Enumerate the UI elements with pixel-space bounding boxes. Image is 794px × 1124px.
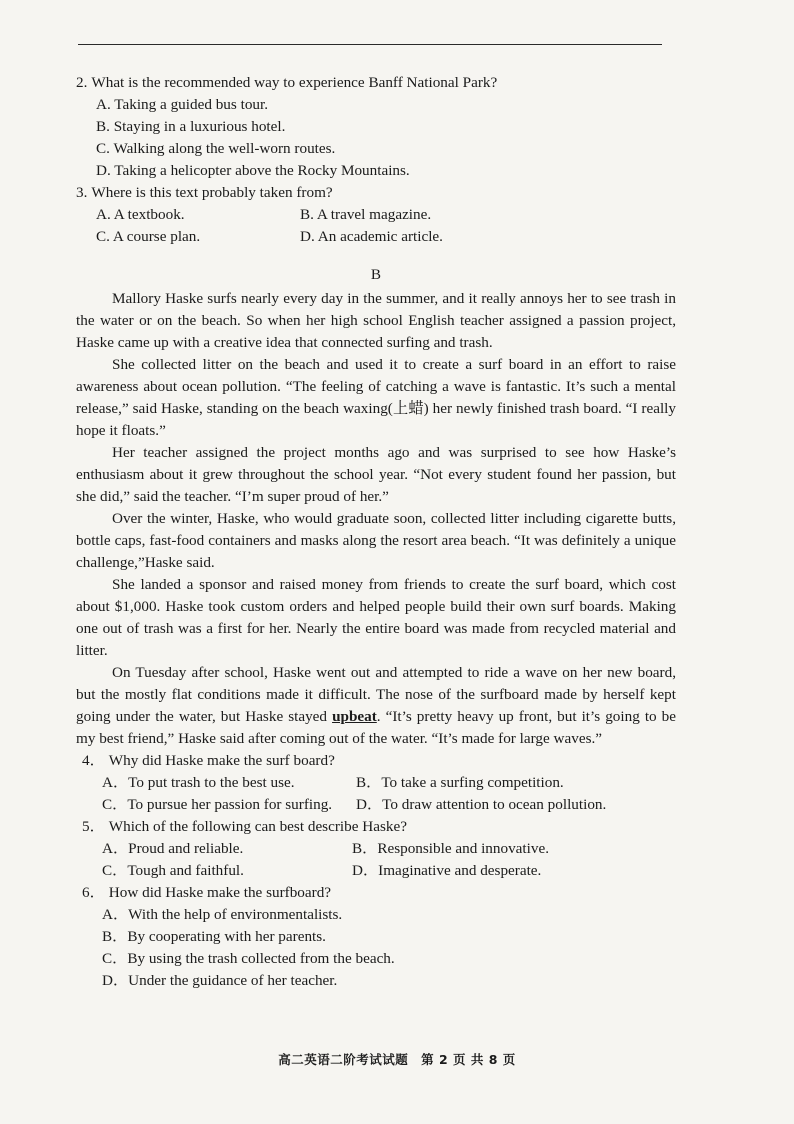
question-number: 3. xyxy=(76,184,88,201)
option-row xyxy=(102,860,676,882)
option-c: C．Tough and faithful. xyxy=(102,862,244,879)
option-a: A. Taking a guided bus tour. xyxy=(96,96,269,113)
option-c: C．To pursue her passion for surfing. xyxy=(102,796,333,813)
question-text: What is the recommended way to experience Banff National Park? xyxy=(91,74,498,91)
paragraph-text: . “It’s pretty heavy up front, but it’s going to be my best friend,” Haske said after coming out of the water. “It’s made for large waves.” xyxy=(76,708,677,747)
option-b: B. A travel magazine. xyxy=(300,206,432,223)
option-row xyxy=(96,226,676,248)
question-6 xyxy=(76,882,676,992)
option-c: C. A course plan. xyxy=(96,228,201,245)
option-c: C．By using the trash collected from the beach. xyxy=(102,950,395,967)
passage-paragraph: She landed a sponsor and raised money from friends to create the surf board, which cost about $1,000. Haske took custom orders and helped people build their own surf boards. Making one out of trash was a first for her. Nearly the entire board was made from recycled material and litter. xyxy=(76,576,676,659)
option-row xyxy=(102,838,676,860)
option-b: B．To take a surfing competition. xyxy=(356,774,564,791)
option-d: D．Under the guidance of her teacher. xyxy=(102,972,338,989)
page-footer xyxy=(0,1050,794,1068)
passage-paragraph: Over the winter, Haske, who would graduate soon, collected litter including cigarette butts, bottle caps, fast-food containers and masks along the resort area beach. “It was definitely a unique challenge,”Haske said. xyxy=(76,510,676,571)
passage-paragraph-last xyxy=(76,662,676,750)
underlined-word: upbeat xyxy=(332,708,377,725)
paragraph-text: On Tuesday after school, Haske went out and attempted to ride a wave on her new board, but the mostly flat conditions made it difficult. The nose of the surfboard made by herself kept going under the water, but Haske stayed xyxy=(76,664,676,725)
option-d: D. Taking a helicopter above the Rocky Mountains. xyxy=(96,162,410,179)
exam-page xyxy=(76,72,676,992)
option-a: A．Proud and reliable. xyxy=(102,840,244,857)
question-text: How did Haske make the surfboard? xyxy=(108,884,332,901)
header-rule xyxy=(78,44,662,45)
option-row xyxy=(96,204,676,226)
question-number: 4． xyxy=(82,752,105,769)
option-d: D. An academic article. xyxy=(300,228,443,245)
question-3 xyxy=(76,182,676,248)
question-number: 2. xyxy=(76,74,88,91)
question-number: 5． xyxy=(82,818,105,835)
option-b: B. Staying in a luxurious hotel. xyxy=(96,118,286,135)
option-b: B．Responsible and innovative. xyxy=(352,840,549,857)
option-b: B．By cooperating with her parents. xyxy=(102,928,326,945)
question-text: Which of the following can best describe Haske? xyxy=(108,818,407,835)
option-c: C. Walking along the well-worn routes. xyxy=(96,140,336,157)
passage-paragraph: She collected litter on the beach and used it to create a surf board in an effort to raise awareness about ocean pollution. “The feeling of catching a wave is fantastic. It’s such a mental release,” said Haske, standing on the beach waxing(上蜡) her newly finished trash board. “I really hope it floats.” xyxy=(76,356,676,439)
option-a: A. A textbook. xyxy=(96,206,185,223)
option-d: D．To draw attention to ocean pollution. xyxy=(356,796,607,813)
question-5 xyxy=(76,816,676,882)
option-row xyxy=(102,772,676,794)
section-title: B xyxy=(370,266,382,283)
option-d: D．Imaginative and desperate. xyxy=(352,862,542,879)
option-a: A．To put trash to the best use. xyxy=(102,774,295,791)
option-a: A．With the help of environmentalists. xyxy=(102,906,343,923)
passage-paragraph: Her teacher assigned the project months ago and was surprised to see how Haske’s enthusiasm about it grew throughout the school year. “Not every student found her passion, but she did,” said the teacher. “I’m super proud of her.” xyxy=(76,444,676,505)
question-text: Where is this text probably taken from? xyxy=(91,184,333,201)
passage-paragraph: Mallory Haske surfs nearly every day in the summer, and it really annoys her to see trash in the water or on the beach. So when her high school English teacher assigned a passion project, Haske came up with a creative idea that connected surfing and trash. xyxy=(76,290,676,351)
question-2 xyxy=(76,72,676,182)
page-number: 第 2 页 共 8 页 xyxy=(421,1052,516,1067)
exam-title: 高二英语二阶考试试题 xyxy=(278,1052,409,1067)
passage-b xyxy=(76,288,676,750)
question-number: 6． xyxy=(82,884,105,901)
question-text: Why did Haske make the surf board? xyxy=(108,752,335,769)
option-row xyxy=(102,794,676,816)
question-4 xyxy=(76,750,676,816)
